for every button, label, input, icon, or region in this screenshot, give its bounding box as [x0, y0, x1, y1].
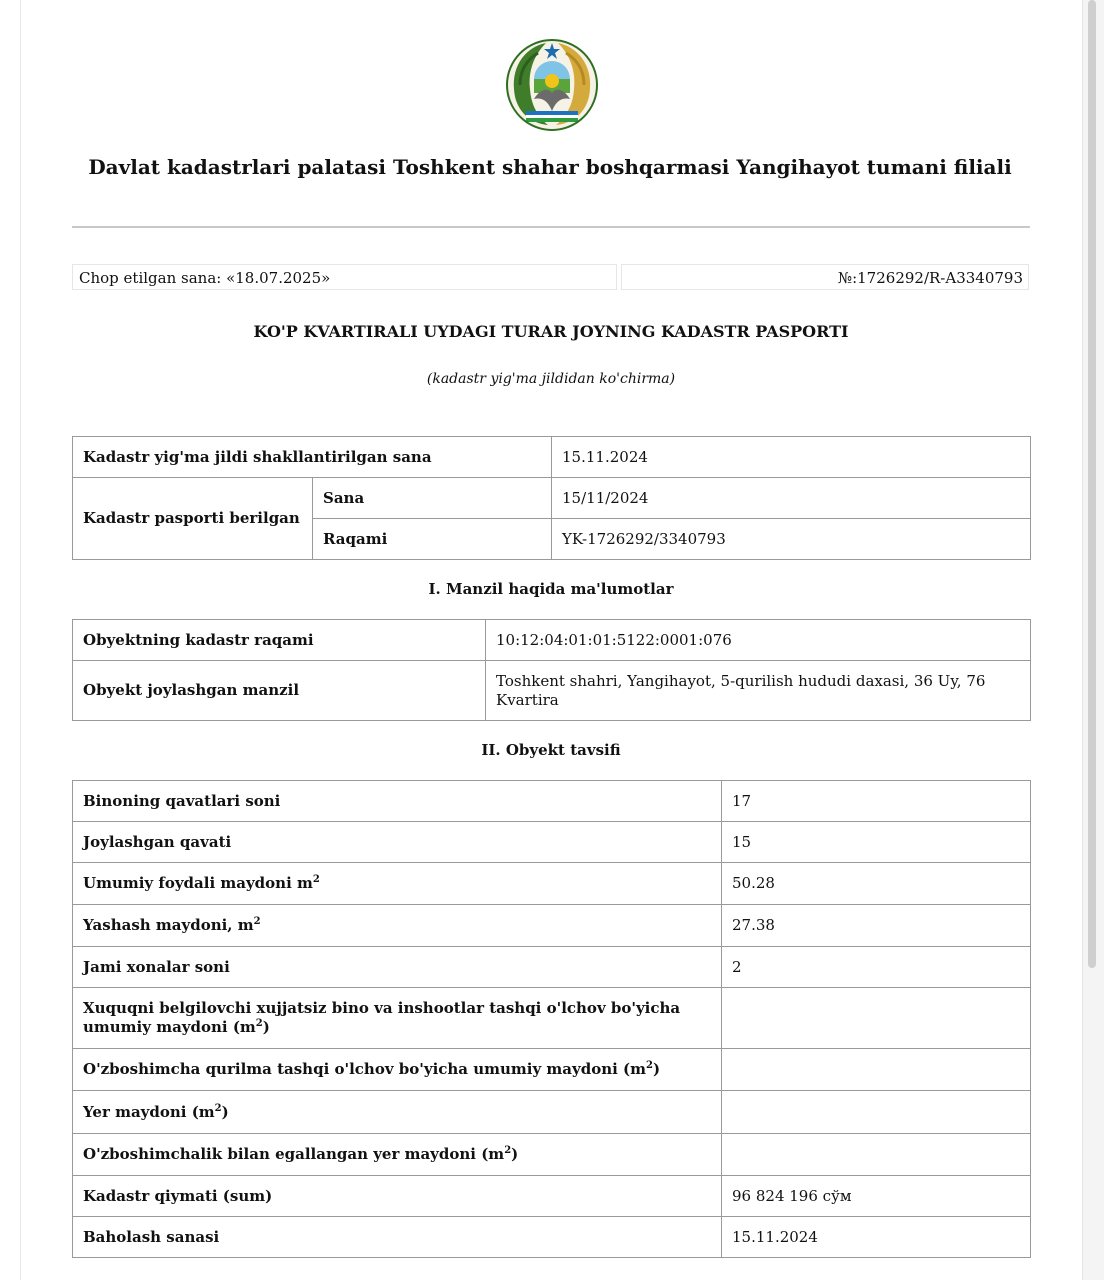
issue-date-value: 15/11/2024	[552, 478, 1031, 519]
formed-date-value: 15.11.2024	[552, 437, 1031, 478]
address-label: Obyekt joylashgan manzil	[73, 661, 486, 721]
state-emblem-icon	[500, 35, 604, 133]
living-area-label: Yashash maydoni, $m^2$	[73, 905, 722, 947]
table-row	[73, 947, 1031, 988]
living-area-value: 27.38	[722, 905, 1031, 947]
table-row	[73, 905, 1031, 947]
document-title: KO'P KVARTIRALI UYDAGI TURAR JOYNING KADASTR PASPORTI	[253, 322, 849, 341]
table-row	[73, 863, 1031, 905]
section-2-title: II. Obyekt tavsifi	[481, 741, 621, 759]
address-value: Toshkent shahri, Yangihayot, 5-qurilish hududi daxasi, 36 Uy, 76 Kvartira	[486, 661, 1031, 721]
floor-value: 15	[722, 822, 1031, 863]
passport-number-label: Raqami	[313, 519, 552, 560]
unauthorized-structure-area-value	[722, 1049, 1031, 1091]
table-row	[73, 1091, 1031, 1134]
floors-value: 17	[722, 781, 1031, 822]
undocumented-area-label: Xuquqni belgilovchi xujjatsiz bino va inshootlar tashqi o'lchov bo'yicha umumiy maydoni $(m^2)$	[73, 988, 722, 1049]
document-number: №:1726292/R-A3340793	[621, 264, 1029, 290]
header-divider	[72, 226, 1030, 228]
valuation-date-value: 15.11.2024	[722, 1217, 1031, 1258]
passport-table	[72, 436, 1031, 560]
unauthorized-structure-area-label: O'zboshimcha qurilma tashqi o'lchov bo'yicha umumiy maydoni $(m^2)$	[73, 1049, 722, 1091]
table-row	[73, 478, 1031, 519]
issue-date-label: Sana	[313, 478, 552, 519]
valuation-date-label: Baholash sanasi	[73, 1217, 722, 1258]
land-area-value	[722, 1091, 1031, 1134]
rooms-value: 2	[722, 947, 1031, 988]
cadastre-number-label: Obyektning kadastr raqami	[73, 620, 486, 661]
document-subtitle: (kadastr yig'ma jildidan ko'chirma)	[426, 371, 676, 387]
table-row	[73, 988, 1031, 1049]
table-row	[73, 1134, 1031, 1176]
table-row	[73, 661, 1031, 721]
rooms-label: Jami xonalar soni	[73, 947, 722, 988]
page-left-border	[20, 0, 21, 1280]
occupied-land-area-value	[722, 1134, 1031, 1176]
table-row	[73, 781, 1031, 822]
total-area-value: 50.28	[722, 863, 1031, 905]
formed-date-label: Kadastr yig'ma jildi shakllantirilgan sana	[73, 437, 552, 478]
table-row	[73, 437, 1031, 478]
passport-number-value: YK-1726292/3340793	[552, 519, 1031, 560]
land-area-label: Yer maydoni $(m^2)$	[73, 1091, 722, 1134]
organization-title: Davlat kadastrlari palatasi Toshkent shahar boshqarmasi Yangihayot tumani filiali	[88, 155, 1012, 179]
total-area-label: Umumiy foydali maydoni $m^2$	[73, 863, 722, 905]
floor-label: Joylashgan qavati	[73, 822, 722, 863]
issued-label: Kadastr pasporti berilgan	[73, 478, 313, 560]
description-table	[72, 780, 1031, 1258]
cadastre-number-value: 10:12:04:01:01:5122:0001:076	[486, 620, 1031, 661]
address-table	[72, 619, 1031, 721]
table-row	[73, 620, 1031, 661]
table-row	[73, 1049, 1031, 1091]
scrollbar-thumb[interactable]	[1088, 0, 1096, 968]
print-date: Chop etilgan sana: «18.07.2025»	[72, 264, 617, 290]
table-row	[73, 1176, 1031, 1217]
floors-label: Binoning qavatlari soni	[73, 781, 722, 822]
section-1-title: I. Manzil haqida ma'lumotlar	[428, 580, 674, 598]
table-row	[73, 1217, 1031, 1258]
cadastre-value: 96 824 196 сўм	[722, 1176, 1031, 1217]
cadastre-value-label: Kadastr qiymati (sum)	[73, 1176, 722, 1217]
occupied-land-area-label: O'zboshimchalik bilan egallangan yer maydoni $(m^2)$	[73, 1134, 722, 1176]
undocumented-area-value	[722, 988, 1031, 1049]
table-row	[73, 822, 1031, 863]
